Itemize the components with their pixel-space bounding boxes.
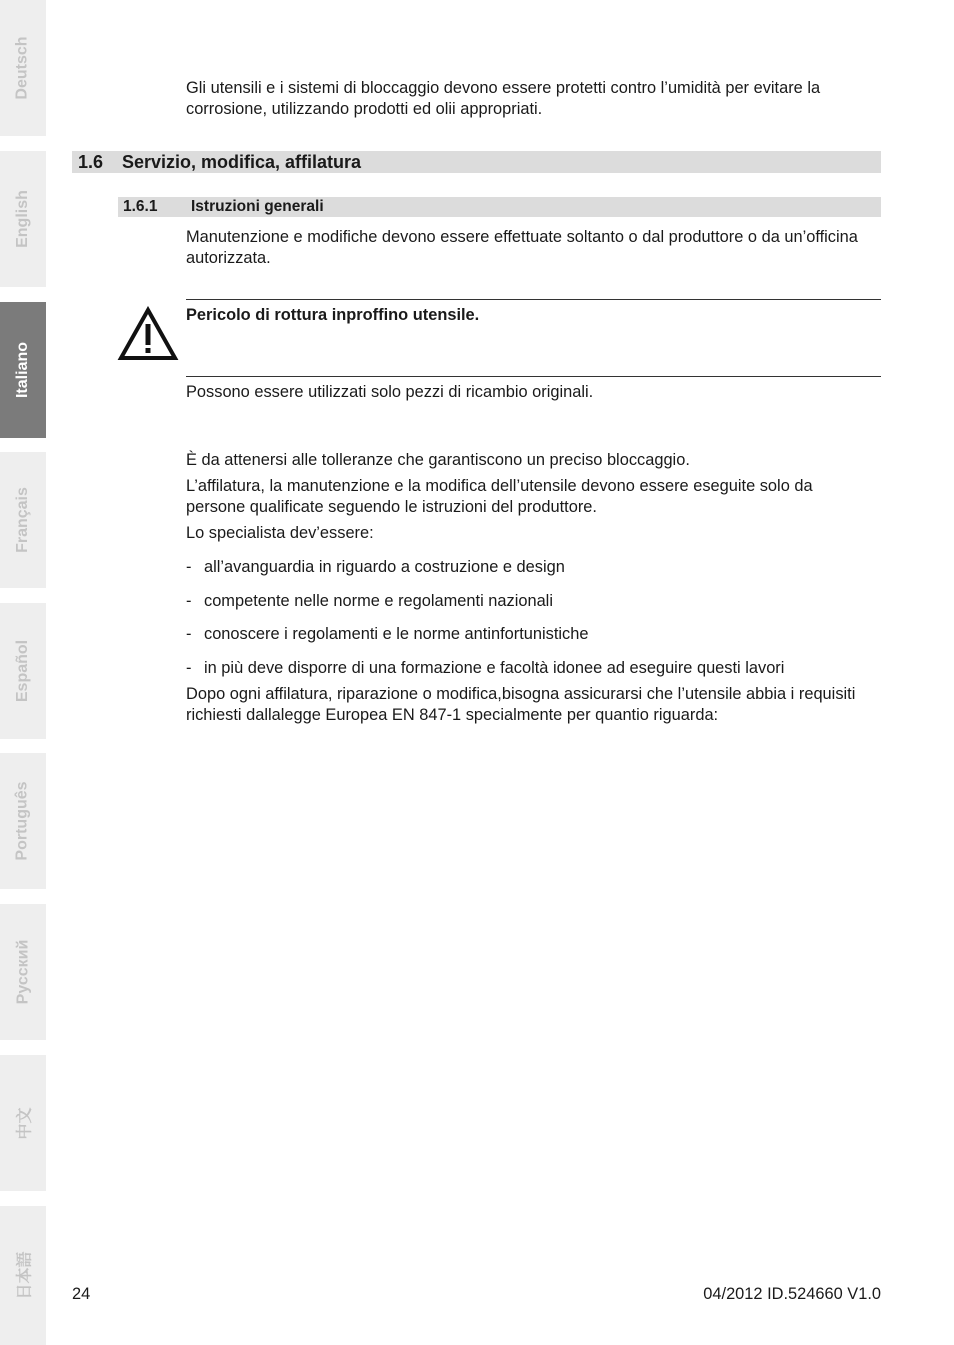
tab-russian[interactable]: [0, 904, 46, 1040]
tab-label: Português: [14, 781, 31, 861]
paragraph: È da attenersi alle tolleranze che garantiscono un preciso bloccaggio.: [186, 451, 690, 469]
tab-chinese[interactable]: [0, 1055, 46, 1191]
warning-text: Possono essere utilizzati solo pezzi di ricambio originali.: [186, 383, 594, 401]
tab-label: Español: [14, 639, 32, 703]
tab-label: English: [14, 190, 31, 248]
tab-espanol[interactable]: [0, 603, 46, 739]
tab-japanese[interactable]: [0, 1206, 46, 1345]
intro-paragraph: Gli utensili e i sistemi di bloccaggio devono essere protetti contro l’umidità per evitare la corrosione, utilizzando prodotti ed olii appropriati.: [186, 79, 821, 118]
tab-portugues[interactable]: [0, 753, 46, 889]
section-number: 1.6: [78, 152, 104, 172]
section-title: Servizio, modifica, affilatura: [122, 152, 362, 172]
tab-label: Русский: [14, 939, 31, 1005]
subsection-title: Istruzioni generali: [191, 198, 324, 215]
list-item-text: competente nelle norme e regolamenti nazionali: [204, 592, 553, 610]
warning-title: Pericolo di rottura inproffino utensile.: [186, 306, 480, 324]
warning-triangle-icon: [117, 306, 179, 362]
page-number: 24: [72, 1285, 91, 1303]
bullet-marker: -: [186, 558, 192, 576]
warning-bottom-rule: [186, 376, 881, 377]
tab-deutsch[interactable]: [0, 0, 46, 136]
tab-label: 日本語: [16, 1251, 34, 1300]
subsection-heading: [118, 197, 881, 217]
warning-top-rule: [186, 299, 881, 300]
section-heading: [72, 151, 881, 173]
tab-francais[interactable]: [0, 452, 46, 588]
list-item-text: all’avanguardia in riguardo a costruzione e design: [204, 558, 565, 576]
paragraph: Lo specialista dev’essere:: [186, 524, 374, 542]
list-item-text: in più deve disporre di una formazione e facoltà idonee ad eseguire questi lavori: [204, 659, 785, 677]
tab-label: Français: [14, 487, 31, 553]
subsection-intro: Manutenzione e modifiche devono essere effettuate soltanto o dal produttore o da un’officina autorizzata.: [186, 228, 858, 267]
bullet-marker: -: [186, 659, 192, 677]
bullet-marker: -: [186, 625, 192, 643]
tab-english[interactable]: [0, 151, 46, 287]
tab-italiano[interactable]: [0, 302, 46, 438]
language-tabs: [0, 0, 46, 1345]
closing-paragraph: Dopo ogni affilatura, riparazione o modifica,bisogna assicurarsi che l’utensile abbia i requisiti richiesti dallalegge Europea EN 847-1 specialmente per quantio riguarda:: [186, 685, 856, 724]
tab-label: 中文: [16, 1106, 34, 1140]
paragraph: L’affilatura, la manutenzione e la modifica dell’utensile devono essere eseguite solo da persone qualificate seguendo le istruzioni del produttore.: [186, 477, 813, 516]
document-id: 04/2012 ID.524660 V1.0: [703, 1285, 881, 1303]
tab-label: Deutsch: [14, 36, 31, 100]
subsection-number: 1.6.1: [123, 198, 158, 215]
bullet-marker: -: [186, 592, 192, 610]
tab-label: Italiano: [14, 341, 32, 399]
list-item-text: conoscere i regolamenti e le norme antinfortunistiche: [204, 625, 589, 643]
